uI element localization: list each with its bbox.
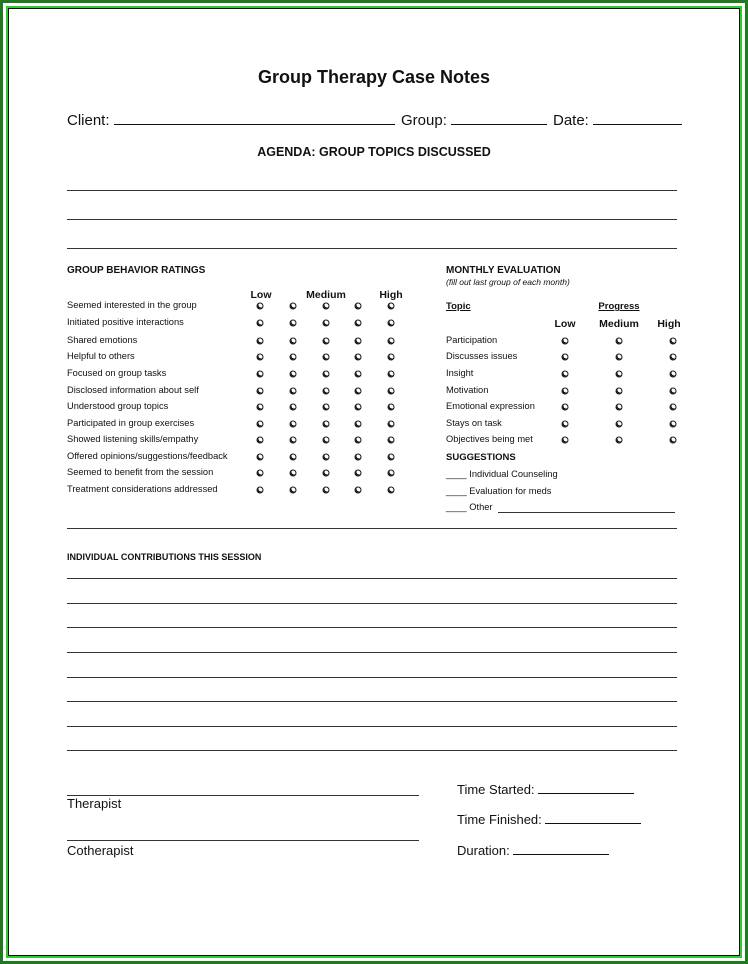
behavior-high-header: High: [379, 289, 403, 301]
contribution-line[interactable]: [67, 603, 677, 604]
rating-radio-2[interactable]: [290, 421, 297, 428]
rating-radio-4[interactable]: [355, 487, 362, 494]
suggestion-other[interactable]: ____ Other: [446, 502, 493, 512]
rating-radio-4[interactable]: [355, 454, 362, 461]
rating-radio-1[interactable]: [257, 487, 264, 494]
date-label: Date:: [553, 112, 589, 129]
rating-radio-4[interactable]: [355, 354, 362, 361]
rating-radio-3[interactable]: [323, 470, 330, 477]
progress-high-radio[interactable]: [670, 437, 677, 444]
rating-radio-1[interactable]: [257, 354, 264, 361]
rating-radio-5[interactable]: [388, 354, 395, 361]
contribution-line[interactable]: [67, 578, 677, 579]
monthly-item-label: Objectives being met: [446, 434, 533, 444]
contribution-line[interactable]: [67, 750, 677, 751]
rating-radio-2[interactable]: [290, 338, 297, 345]
rating-radio-5[interactable]: [388, 371, 395, 378]
progress-low-radio[interactable]: [562, 338, 569, 345]
contribution-line[interactable]: [67, 627, 677, 628]
time-finished-label: Time Finished:: [457, 812, 542, 827]
progress-medium-radio[interactable]: [616, 437, 623, 444]
rating-radio-3[interactable]: [323, 354, 330, 361]
progress-medium-radio[interactable]: [616, 388, 623, 395]
contribution-line[interactable]: [67, 701, 677, 702]
rating-radio-3[interactable]: [323, 338, 330, 345]
rating-radio-5[interactable]: [388, 470, 395, 477]
rating-radio-5[interactable]: [388, 303, 395, 310]
rating-radio-1[interactable]: [257, 303, 264, 310]
rating-radio-3[interactable]: [323, 371, 330, 378]
group-field[interactable]: [401, 110, 547, 129]
time-finished-field[interactable]: [457, 811, 641, 827]
rating-radio-5[interactable]: [388, 421, 395, 428]
rating-radio-1[interactable]: [257, 338, 264, 345]
suggestion-evaluation-meds[interactable]: ____ Evaluation for meds: [446, 486, 552, 496]
group-label: Group:: [401, 112, 447, 129]
behavior-low-header: Low: [250, 289, 272, 301]
rating-radio-2[interactable]: [290, 354, 297, 361]
rating-radio-5[interactable]: [388, 338, 395, 345]
rating-radio-1[interactable]: [257, 454, 264, 461]
rating-radio-2[interactable]: [290, 371, 297, 378]
rating-radio-4[interactable]: [355, 388, 362, 395]
rating-radio-5[interactable]: [388, 320, 395, 327]
progress-high-radio[interactable]: [670, 388, 677, 395]
section-divider: [67, 528, 677, 529]
page-title: Group Therapy Case Notes: [257, 67, 491, 87]
rating-radio-4[interactable]: [355, 404, 362, 411]
progress-high-radio[interactable]: [670, 421, 677, 428]
contribution-line[interactable]: [67, 677, 677, 678]
progress-low-radio[interactable]: [562, 404, 569, 411]
rating-radio-3[interactable]: [323, 487, 330, 494]
progress-low-radio[interactable]: [562, 388, 569, 395]
suggestion-individual-counseling[interactable]: ____ Individual Counseling: [446, 469, 558, 479]
monthly-medium-header: Medium: [599, 318, 639, 330]
time-started-field[interactable]: [457, 781, 634, 797]
rating-radio-1[interactable]: [257, 421, 264, 428]
monthly-low-header: Low: [554, 318, 576, 330]
progress-medium-radio[interactable]: [616, 354, 623, 361]
monthly-item-label: Emotional expression: [446, 401, 535, 411]
client-field[interactable]: [67, 110, 395, 129]
duration-field[interactable]: [457, 842, 609, 858]
rating-radio-5[interactable]: [388, 487, 395, 494]
behavior-item-label: Treatment considerations addressed: [67, 484, 218, 494]
cotherapist-signature-line[interactable]: [67, 840, 419, 841]
rating-radio-2[interactable]: [290, 303, 297, 310]
progress-high-radio[interactable]: [670, 354, 677, 361]
agenda-title: AGENDA: GROUP TOPICS DISCUSSED: [257, 145, 491, 159]
progress-low-radio[interactable]: [562, 437, 569, 444]
progress-low-radio[interactable]: [562, 354, 569, 361]
date-field[interactable]: [553, 110, 682, 129]
monthly-subtitle: (fill out last group of each month): [446, 277, 570, 287]
progress-high-radio[interactable]: [670, 371, 677, 378]
rating-radio-2[interactable]: [290, 487, 297, 494]
rating-radio-2[interactable]: [290, 404, 297, 411]
behavior-item-label: Disclosed information about self: [67, 385, 199, 395]
rating-radio-3[interactable]: [323, 388, 330, 395]
agenda-line[interactable]: [67, 190, 677, 191]
rating-radio-2[interactable]: [290, 470, 297, 477]
rating-radio-1[interactable]: [257, 371, 264, 378]
monthly-item-label: Insight: [446, 368, 474, 378]
behavior-title: GROUP BEHAVIOR RATINGS: [67, 265, 206, 276]
rating-radio-2[interactable]: [290, 437, 297, 444]
rating-radio-4[interactable]: [355, 338, 362, 345]
rating-radio-3[interactable]: [323, 404, 330, 411]
rating-radio-3[interactable]: [323, 320, 330, 327]
topic-header: Topic: [446, 301, 471, 312]
behavior-item-label: Seemed to benefit from the session: [67, 467, 214, 477]
other-input-line[interactable]: [498, 512, 675, 513]
progress-medium-radio[interactable]: [616, 404, 623, 411]
monthly-item-label: Discusses issues: [446, 351, 518, 361]
cotherapist-label: Cotherapist: [67, 843, 134, 858]
rating-radio-1[interactable]: [257, 404, 264, 411]
progress-high-radio[interactable]: [670, 404, 677, 411]
agenda-line[interactable]: [67, 248, 677, 249]
rating-radio-1[interactable]: [257, 437, 264, 444]
therapist-label: Therapist: [67, 796, 122, 811]
rating-radio-1[interactable]: [257, 320, 264, 327]
rating-radio-2[interactable]: [290, 388, 297, 395]
rating-radio-4[interactable]: [355, 421, 362, 428]
contribution-line[interactable]: [67, 726, 677, 727]
time-started-label: Time Started:: [457, 782, 535, 797]
rating-radio-3[interactable]: [323, 437, 330, 444]
rating-radio-5[interactable]: [388, 437, 395, 444]
behavior-item-label: Helpful to others: [67, 351, 135, 361]
behavior-item-label: Understood group topics: [67, 401, 169, 411]
suggestions-title: SUGGESTIONS: [446, 452, 516, 463]
behavior-item-label: Participated in group exercises: [67, 418, 195, 428]
behavior-medium-header: Medium: [306, 289, 346, 301]
rating-radio-4[interactable]: [355, 371, 362, 378]
progress-high-radio[interactable]: [670, 338, 677, 345]
rating-radio-5[interactable]: [388, 388, 395, 395]
progress-medium-radio[interactable]: [616, 421, 623, 428]
contributions-title: INDIVIDUAL CONTRIBUTIONS THIS SESSION: [67, 552, 262, 562]
agenda-line[interactable]: [67, 219, 677, 220]
rating-radio-3[interactable]: [323, 303, 330, 310]
monthly-item-label: Stays on task: [446, 418, 502, 428]
rating-radio-1[interactable]: [257, 388, 264, 395]
progress-low-radio[interactable]: [562, 421, 569, 428]
rating-radio-2[interactable]: [290, 320, 297, 327]
progress-medium-radio[interactable]: [616, 371, 623, 378]
rating-radio-3[interactable]: [323, 454, 330, 461]
rating-radio-4[interactable]: [355, 437, 362, 444]
rating-radio-5[interactable]: [388, 404, 395, 411]
monthly-item-label: Participation: [446, 335, 498, 345]
monthly-title: MONTHLY EVALUATION: [446, 265, 561, 276]
behavior-item-label: Focused on group tasks: [67, 368, 167, 378]
progress-medium-radio[interactable]: [616, 338, 623, 345]
rating-radio-4[interactable]: [355, 470, 362, 477]
behavior-item-label: Showed listening skills/empathy: [67, 434, 199, 444]
behavior-item-label: Offered opinions/suggestions/feedback: [67, 451, 228, 461]
rating-radio-5[interactable]: [388, 454, 395, 461]
rating-radio-3[interactable]: [323, 421, 330, 428]
client-label: Client:: [67, 112, 110, 129]
behavior-item-label: Shared emotions: [67, 335, 138, 345]
behavior-item-label: Seemed interested in the group: [67, 300, 197, 310]
behavior-item-label: Initiated positive interactions: [67, 317, 184, 327]
progress-low-radio[interactable]: [562, 371, 569, 378]
rating-radio-4[interactable]: [355, 320, 362, 327]
contribution-line[interactable]: [67, 652, 677, 653]
progress-header: Progress: [598, 301, 640, 312]
monthly-high-header: High: [657, 318, 681, 330]
rating-radio-2[interactable]: [290, 454, 297, 461]
duration-label: Duration:: [457, 843, 510, 858]
monthly-item-label: Motivation: [446, 385, 489, 395]
rating-radio-1[interactable]: [257, 470, 264, 477]
rating-radio-4[interactable]: [355, 303, 362, 310]
